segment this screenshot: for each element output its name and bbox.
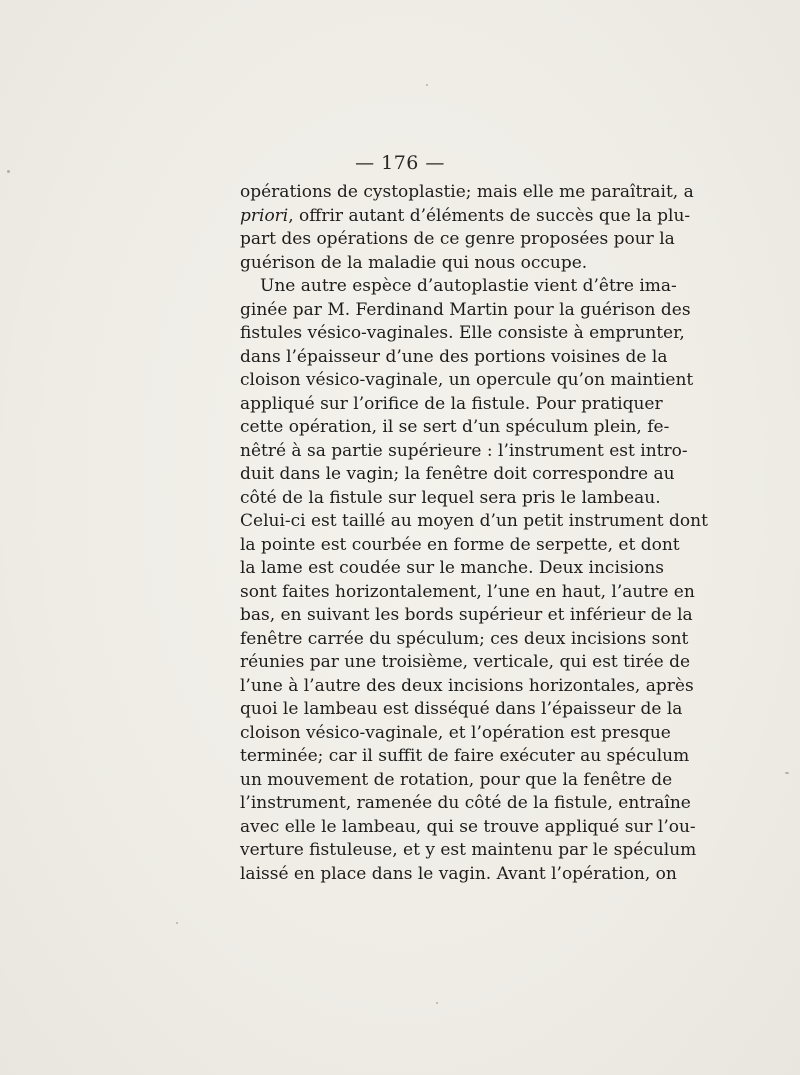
- text-line: priori, offrir autant d’éléments de succès que la plu-: [240, 205, 691, 226]
- text-line: Celui-ci est taillé au moyen d’un petit instrument dont: [240, 511, 708, 531]
- text-line: un mouvement de rotation, pour que la fenêtre de: [240, 769, 673, 790]
- text-line: nêtré à sa partie supérieure : l’instrument est intro-: [240, 440, 688, 461]
- text-line: quoi le lambeau est disséqué dans l’épaisseur de la: [240, 699, 683, 719]
- text-line: cloison vésico-vaginale, et l’opération est presque: [240, 722, 671, 743]
- text-line: Une autre espèce d’autoplastie vient d’être ima-: [260, 276, 677, 296]
- text-line: la lame est coudée sur le manche. Deux incisions: [240, 558, 664, 578]
- text-line: part des opérations de ce genre proposées pour la: [240, 229, 675, 249]
- paper-speck: [7, 170, 10, 173]
- text-line: appliqué sur l’orifice de la fistule. Pour pratiquer: [240, 393, 663, 414]
- text-line: réunies par une troisième, verticale, qui est tirée de: [240, 652, 691, 672]
- text-line: guérison de la maladie qui nous occupe.: [240, 252, 588, 273]
- text-line: l’une à l’autre des deux incisions horizontales, après: [240, 675, 694, 696]
- text-line: ginée par M. Ferdinand Martin pour la guérison des: [240, 299, 691, 320]
- text-line: fistules vésico-vaginales. Elle consiste à emprunter,: [240, 323, 685, 343]
- text-line: cette opération, il se sert d’un spéculum plein, fe-: [240, 417, 670, 437]
- text-line: bas, en suivant les bords supérieur et inférieur de la: [240, 605, 693, 625]
- text-line: l’instrument, ramenée du côté de la fistule, entraîne: [240, 793, 691, 813]
- paper-speck: [436, 1002, 438, 1004]
- text-line: opérations de cystoplastie; mais elle me paraîtrait, a: [240, 182, 694, 202]
- paper-speck: [176, 922, 178, 924]
- text-line: laissé en place dans le vagin. Avant l’opération, on: [240, 863, 677, 884]
- text-line: terminée; car il suffit de faire exécuter au spéculum: [240, 746, 690, 766]
- text-line: sont faites horizontalement, l’une en haut, l’autre en: [240, 581, 695, 602]
- text-line: verture fistuleuse, et y est maintenu par le spéculum: [240, 840, 697, 860]
- text-line: duit dans le vagin; la fenêtre doit correspondre au: [240, 464, 675, 484]
- text-line: avec elle le lambeau, qui se trouve appliqué sur l’ou-: [240, 816, 696, 837]
- text-line: fenêtre carrée du spéculum; ces deux incisions sont: [240, 628, 689, 649]
- body-text: [240, 181, 708, 886]
- paper-speck: [426, 84, 428, 86]
- page-number: — 176 —: [355, 152, 445, 174]
- text-line: la pointe est courbée en forme de serpette, et dont: [240, 534, 680, 555]
- text-line: dans l’épaisseur d’une des portions voisines de la: [240, 346, 668, 367]
- text-line: cloison vésico-vaginale, un opercule qu’on maintient: [240, 370, 694, 390]
- paper-speck: [785, 772, 789, 774]
- text-line: côté de la fistule sur lequel sera pris le lambeau.: [240, 487, 661, 508]
